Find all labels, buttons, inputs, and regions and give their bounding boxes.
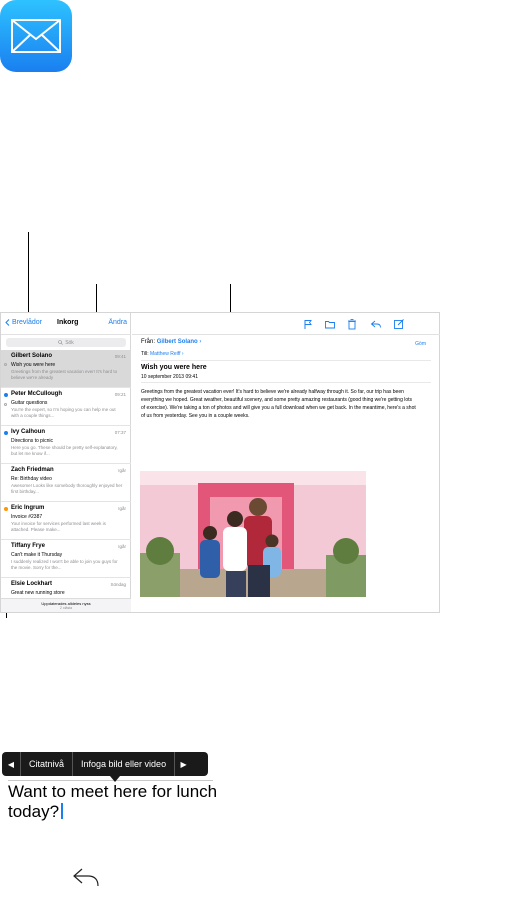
back-button[interactable] <box>5 319 42 326</box>
mail-preview: Here you go. These should be pretty self-explanatory, but let me know if... <box>11 445 118 456</box>
mail-time: 09:21 <box>114 392 126 397</box>
search-placeholder: Sök <box>65 339 74 346</box>
quote-level-menu-item[interactable]: Citatnivå <box>20 752 72 776</box>
back-button-label: Brevlådor <box>12 319 42 326</box>
message-pane <box>132 313 440 612</box>
inbox-title: Inkorg <box>57 319 79 326</box>
mail-sender: Ivy Calhoun <box>11 429 46 435</box>
text-caret <box>61 803 63 819</box>
mail-time: 09:41 <box>114 354 126 359</box>
mail-time: 07:37 <box>114 430 126 435</box>
mail-sender: Eric Ingrum <box>11 505 45 511</box>
mail-preview: Awesome! Looks like somebody thoroughly enjoyed her first birthday... <box>11 483 123 494</box>
triangle-left-icon[interactable]: ◀ <box>7 759 15 769</box>
chevron-left-icon <box>5 319 10 326</box>
mail-time: Igår <box>118 544 126 549</box>
message-body: Greetings from the greatest vacation ever! It's hard to believe we're already halfway through it. So far, our trip has been everything we hoped. Great weather, beautiful scenery, and some pretty amazing restaurants (good thing we're getting lots of exercise). We're taking a ton of photos and will give you a full download when we get back. In the meantime, here's a shot of us from yesterday. See you in a couple weeks. <box>141 389 416 419</box>
attached-family-photo[interactable] <box>140 471 366 597</box>
mail-subject: Wish you were here <box>11 362 56 368</box>
mail-time: Igår <box>118 506 126 511</box>
list-status-footer <box>1 598 131 612</box>
edit-button[interactable]: Ändra <box>108 319 127 326</box>
mail-row[interactable] <box>1 464 131 502</box>
popup-pointer <box>110 776 120 782</box>
mail-subject: Re: Birthday video <box>11 476 52 482</box>
mail-sender: Tiffany Frye <box>11 543 45 549</box>
updated-status: Uppdaterades alldeles nyss <box>41 601 91 606</box>
chevron-right-icon: › <box>181 351 184 357</box>
insert-photo-video-menu-item[interactable]: Infoga bild eller video <box>72 752 174 776</box>
compose-editor <box>0 759 218 826</box>
mail-row[interactable] <box>1 578 131 598</box>
thread-indicator <box>4 403 7 406</box>
mail-row[interactable] <box>1 502 131 540</box>
mail-window <box>0 312 440 613</box>
mail-preview: Greetings from the greatest vacation ever! It's hard to believe we're already <box>11 369 118 380</box>
mail-sender: Elsie Lockhart <box>11 581 53 587</box>
body-text: Want to meet here for lunch today? <box>8 782 218 821</box>
mail-time: Igår <box>118 468 126 473</box>
message-subject: Wish you were here <box>141 364 207 371</box>
message-from <box>141 339 201 345</box>
from-name[interactable]: Gilbert Solano <box>156 339 198 345</box>
reply-icon[interactable] <box>370 318 382 330</box>
mail-preview: I suddenly realized I won't be able to join you guys for the movie. Sorry for the... <box>11 559 118 570</box>
search-icon <box>58 340 63 345</box>
message-toolbar <box>132 313 440 335</box>
mail-row[interactable] <box>1 426 131 464</box>
mail-subject: Guitar questions <box>11 400 48 406</box>
thread-indicator <box>4 363 7 366</box>
hide-details-button[interactable]: Göm <box>415 341 426 347</box>
triangle-right-icon[interactable]: ▶ <box>174 752 192 776</box>
mail-subject: Can't make it Thursday <box>11 552 63 558</box>
divider <box>141 360 431 361</box>
callout-line-back <box>28 232 29 322</box>
list-nav-bar <box>1 313 131 335</box>
mail-sender: Peter McCullough <box>11 391 63 397</box>
reply-icon <box>72 866 100 888</box>
chevron-right-icon: › <box>199 339 202 345</box>
edit-menu-popup <box>2 752 208 776</box>
mail-row[interactable] <box>1 388 131 426</box>
folder-icon[interactable] <box>324 318 336 330</box>
search-field[interactable] <box>6 338 126 347</box>
unread-dot <box>4 393 8 397</box>
flag-dot <box>4 507 8 511</box>
mail-preview: You're the expert, so I'm hoping you can help me out with a couple things... <box>11 407 116 418</box>
mail-row[interactable] <box>1 350 131 388</box>
body-text-field[interactable] <box>8 782 223 822</box>
compose-icon[interactable] <box>393 318 405 330</box>
to-name[interactable]: Matthew Reiff <box>149 351 181 357</box>
mailbox-list-pane <box>1 313 131 612</box>
mail-row[interactable] <box>1 540 131 578</box>
message-to <box>141 351 184 357</box>
message-date: 10 september 2013 09:41 <box>141 374 198 380</box>
mail-app-icon <box>0 0 72 72</box>
unread-dot <box>4 431 8 435</box>
mail-subject: Directions to picnic <box>11 438 53 444</box>
flag-icon[interactable] <box>302 318 314 330</box>
mail-preview: Your invoice for services performed last week is attached. Please make... <box>11 521 106 532</box>
mail-subject: Great new running store <box>11 590 65 596</box>
unread-count: 2 olästa <box>59 606 73 610</box>
mail-sender: Gilbert Solano <box>11 353 53 359</box>
mail-subject: Invoice #2387 <box>11 514 43 520</box>
from-label: Från: <box>141 339 156 345</box>
mail-time: Söndag <box>110 582 126 587</box>
to-label: Till: <box>141 351 149 357</box>
divider <box>141 382 431 383</box>
trash-icon[interactable] <box>346 318 358 330</box>
mail-sender: Zach Friedman <box>11 467 54 473</box>
